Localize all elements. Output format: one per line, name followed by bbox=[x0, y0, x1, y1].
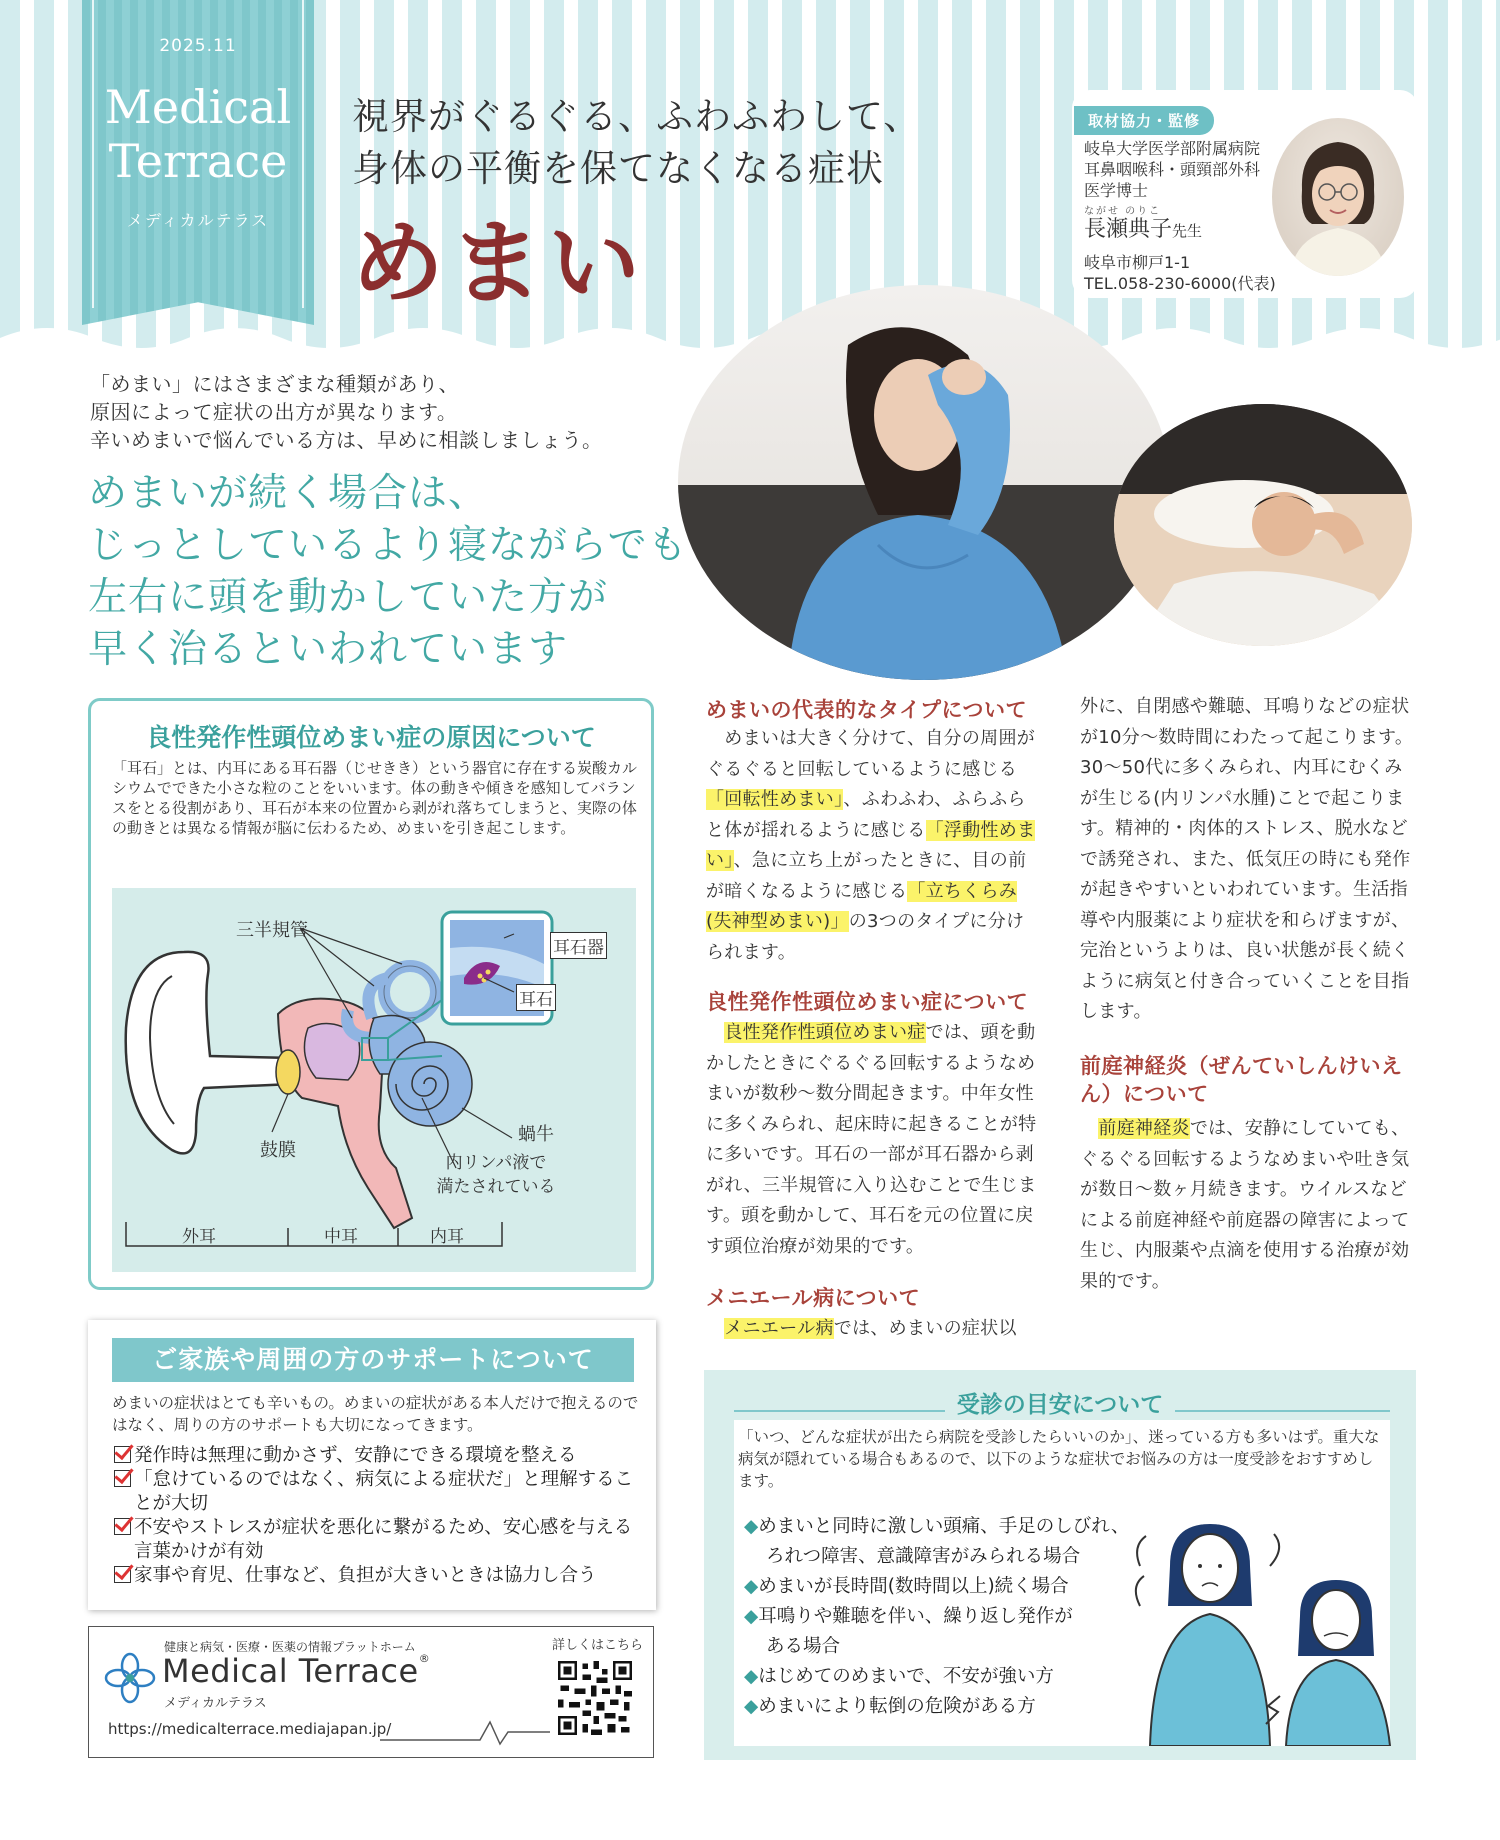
label-endolymph-1: 内リンパ液で bbox=[445, 1153, 547, 1173]
diamond-icon: ◆ bbox=[744, 1516, 759, 1537]
medical-terrace-logo-icon bbox=[104, 1652, 156, 1704]
consult-item bbox=[744, 1602, 1073, 1632]
diamond-icon: ◆ bbox=[744, 1666, 759, 1687]
support-item-text: 発作時は無理に動かさず、安静にできる環境を整える bbox=[134, 1445, 577, 1466]
highlight-bppv: 良性発作性頭位めまい症 bbox=[724, 1022, 926, 1043]
support-title: ご家族や周囲の方のサポートについて bbox=[112, 1338, 634, 1382]
label-outer-ear: 外耳 bbox=[182, 1227, 216, 1247]
consult-item-text: はじめてのめまいで、不安が強い方 bbox=[758, 1666, 1054, 1687]
types-title: めまいの代表的なタイプについて bbox=[706, 698, 1028, 722]
support-intro: めまいの症状はとても辛いもの。めまいの症状がある本人だけで抱えるのではなく、周りの方のサポートも大切になってきます。 bbox=[112, 1394, 639, 1434]
lead-line-2: じっとしているより寝ながらでも bbox=[88, 523, 688, 568]
supervisor-tel: TEL.058-230-6000(代表) bbox=[1084, 274, 1276, 293]
supervisor-name: 長瀬典子 bbox=[1084, 217, 1173, 242]
lead-line-4: 早く治るといわれています bbox=[88, 627, 569, 672]
highlight-rotational: 「回転性めまい」 bbox=[706, 789, 844, 810]
highlight-neuritis: 前庭神経炎 bbox=[1098, 1118, 1190, 1139]
intro-line-3: 辛いめまいで悩んでいる方は、早めに相談しましょう。 bbox=[90, 428, 603, 452]
label-otolith-organ: 耳石器 bbox=[550, 932, 607, 959]
footer-logo-text bbox=[162, 1652, 430, 1690]
consult-item-text: 耳鳴りや難聴を伴い、繰り返し発作が bbox=[758, 1606, 1073, 1627]
photo-woman-dizzy bbox=[678, 285, 1170, 680]
checkbox-icon bbox=[114, 1470, 131, 1487]
subtitle-line-2: 身体の平衡を保てなくなる症状 bbox=[352, 147, 884, 190]
diamond-icon: ◆ bbox=[744, 1576, 759, 1597]
consult-item-cont: ろれつ障害、意識障害がみられる場合 bbox=[766, 1546, 1081, 1567]
support-item-text: 「怠けているのではなく、病気による症状だ」と理解することが大切 bbox=[134, 1469, 634, 1514]
consult-item bbox=[744, 1512, 1129, 1542]
support-item bbox=[114, 1564, 644, 1588]
bppv-text bbox=[706, 1018, 1042, 1262]
heartbeat-line-icon bbox=[380, 1716, 550, 1746]
label-cochlea: 蝸牛 bbox=[518, 1124, 554, 1145]
support-item bbox=[114, 1468, 644, 1516]
intro-line-2: 原因によって症状の出方が異なります。 bbox=[90, 400, 458, 424]
footer-url-link[interactable]: https://medicalterrace.mediajapan.jp/ bbox=[108, 1720, 392, 1738]
label-endolymph-2: 満たされている bbox=[436, 1177, 556, 1197]
bppv-title: 良性発作性頭位めまい症について bbox=[706, 990, 1029, 1014]
dizzy-women-illustration bbox=[1110, 1506, 1410, 1746]
consult-item-text: めまいにより転倒の危険がある方 bbox=[758, 1696, 1036, 1717]
bppv-cause-text: 「耳石」とは、内耳にある耳石器（じせきき）という器官に存在する炭酸カルシウムでできた小さな粒のことをいいます。体の動きや傾きを感知してバランスをとる役割があり、耳石が本来の位置から剥がれ落ちてしまうと、実際の体の動きとは異なる情報が脳に伝わるため、めまいを引き起こします。 bbox=[112, 759, 638, 837]
footer-logo: Medical Terrace bbox=[162, 1652, 419, 1690]
bppv-body: では、頭を動かしたときにぐるぐる回転するようなめまいが数秒〜数分間起きます。中年女性に多くみられ、起床時に起きることが特に多いです。耳石の一部が耳石器から剥がれ、三半規管に入り込むことで生じます。頭を動かして、耳石を元の位置に戻す頭位治療が効果的です。 bbox=[706, 1022, 1037, 1257]
label-eardrum: 鼓膜 bbox=[260, 1140, 296, 1161]
highlight-meniere: メニエール病 bbox=[724, 1318, 834, 1339]
consult-title-text: 受診の目安について bbox=[945, 1392, 1176, 1418]
footer-tagline: 健康と病気・医療・医薬の情報プラットホーム bbox=[164, 1640, 416, 1654]
diamond-icon: ◆ bbox=[744, 1696, 759, 1717]
consult-item-text: めまいが長時間(数時間以上)続く場合 bbox=[758, 1576, 1069, 1597]
label-inner-ear: 内耳 bbox=[430, 1227, 464, 1247]
types-p3: 、急に立ち上がったときに、目の前が暗くなるように感じる bbox=[706, 850, 1027, 902]
qr-code-icon[interactable] bbox=[555, 1658, 635, 1738]
ear-diagram bbox=[112, 888, 636, 1272]
lead-line-1: めまいが続く場合は、 bbox=[88, 471, 489, 516]
photo-man-in-bed bbox=[1114, 404, 1412, 646]
supervisor-name-ruby: ながせ のりこ bbox=[1084, 206, 1162, 217]
bppv-cause-title: 良性発作性頭位めまい症の原因について bbox=[146, 723, 596, 752]
consult-item bbox=[744, 1572, 1069, 1602]
highlight-floating: 「浮動性めまい」 bbox=[706, 819, 1036, 871]
subtitle-line-1: 視界がぐるぐる、ふわふわして、 bbox=[352, 95, 922, 138]
types-p2: 、ふわふわ、ふらふらと体が揺れるように感じる bbox=[706, 789, 1026, 841]
types-p1: めまいは大きく分けて、自分の周囲がぐるぐると回転しているように感じる bbox=[706, 728, 1036, 780]
doctor-portrait bbox=[1272, 118, 1404, 276]
page-title: めまい bbox=[352, 209, 647, 317]
highlight-syncope: 「立ちくらみ(失神型めまい)」 bbox=[706, 880, 1018, 932]
consult-intro: 「いつ、どんな症状が出たら病院を受診したらいいのか」、迷っている方も多いはず。重大な病気が隠れている場合もあるので、以下のような症状でお悩みの方は一度受診をおすすめします。 bbox=[738, 1428, 1380, 1490]
consult-item-text: めまいと同時に激しい頭痛、手足のしびれ、 bbox=[758, 1516, 1130, 1537]
label-semicircular: 三半規管 bbox=[236, 920, 308, 941]
supervisor-name-line bbox=[1084, 212, 1202, 243]
supervisor-degree: 医学博士 bbox=[1084, 181, 1149, 200]
intro-line-1: 「めまい」にはさまざまな種類があり、 bbox=[90, 372, 459, 396]
diamond-icon: ◆ bbox=[744, 1606, 759, 1627]
meniere-text-continued: 外に、自閉感や難聴、耳鳴りなどの症状が10分〜数時間にわたって起こります。30〜50代に多くみられ、内耳にむくみが生じる(内リンパ水腫)ことで起こります。精神的・肉体的ストレス、脱水などで誘発され、また、低気圧の時にも発作が起きやすいといわれています。生活指導や内服薬により症状を和らげますが、完治というよりは、良い状態が長く続くように病気と付き合っていくことを目指します。 bbox=[1080, 696, 1414, 1022]
neuritis-text bbox=[1080, 1114, 1416, 1297]
supervisor-hospital: 岐阜大学医学部附属病院 bbox=[1084, 139, 1261, 158]
issue-date: 2025.11 bbox=[159, 36, 237, 56]
consult-item bbox=[744, 1692, 1036, 1722]
checkbox-icon bbox=[114, 1446, 131, 1463]
support-item bbox=[114, 1516, 644, 1564]
support-item-text: 不安やストレスが症状を悪化に繋がるため、安心感を与える言葉かけが有効 bbox=[134, 1517, 633, 1562]
label-otolith: 耳石 bbox=[516, 984, 556, 1011]
brand-line-2: Terrace bbox=[108, 134, 288, 188]
meniere-body-start: では、めまいの症状以 bbox=[833, 1318, 1017, 1339]
support-item bbox=[114, 1444, 644, 1468]
supervisor-address: 岐阜市柳戸1-1 bbox=[1084, 253, 1191, 272]
checkbox-icon bbox=[114, 1518, 131, 1535]
neuritis-body: では、安静にしていても、ぐるぐる回転するようなめまいや吐き気が数日〜数ヶ月続きます。ウイルスなどによる前庭神経や前庭器の障害によって生じ、内服薬や点滴を使用する治療が効果的です。 bbox=[1080, 1118, 1410, 1292]
supervisor-honorific: 先生 bbox=[1172, 222, 1203, 240]
consult-item bbox=[744, 1662, 1054, 1692]
footer-logo-kana: メディカルテラス bbox=[164, 1696, 267, 1711]
registered-mark: ® bbox=[418, 1652, 431, 1665]
support-item-text: 家事や育児、仕事など、負担が大きいときは協力し合う bbox=[134, 1565, 597, 1586]
checkbox-icon bbox=[114, 1566, 131, 1583]
footer-more-label: 詳しくはこちら bbox=[552, 1638, 644, 1653]
brand-kana: メディカルテラス bbox=[126, 211, 270, 230]
supervisor-tag: 取材協力・監修 bbox=[1074, 106, 1214, 135]
meniere-text-start bbox=[706, 1314, 1042, 1345]
types-p4: の3つのタイプに分けられます。 bbox=[706, 911, 1025, 963]
label-middle-ear: 中耳 bbox=[324, 1227, 358, 1247]
brand-line-1: Medical bbox=[104, 80, 292, 134]
lead-line-3: 左右に頭を動かしていた方が bbox=[88, 575, 609, 620]
types-text bbox=[706, 724, 1042, 968]
supervisor-department: 耳鼻咽喉科・頭頸部外科 bbox=[1084, 160, 1261, 179]
consult-item-cont: ある場合 bbox=[766, 1636, 841, 1657]
meniere-title: メニエール病について bbox=[706, 1286, 921, 1310]
neuritis-title: 前庭神経炎（ぜんていしんけいえん）について bbox=[1080, 1054, 1403, 1106]
consult-title bbox=[704, 1386, 1416, 1419]
